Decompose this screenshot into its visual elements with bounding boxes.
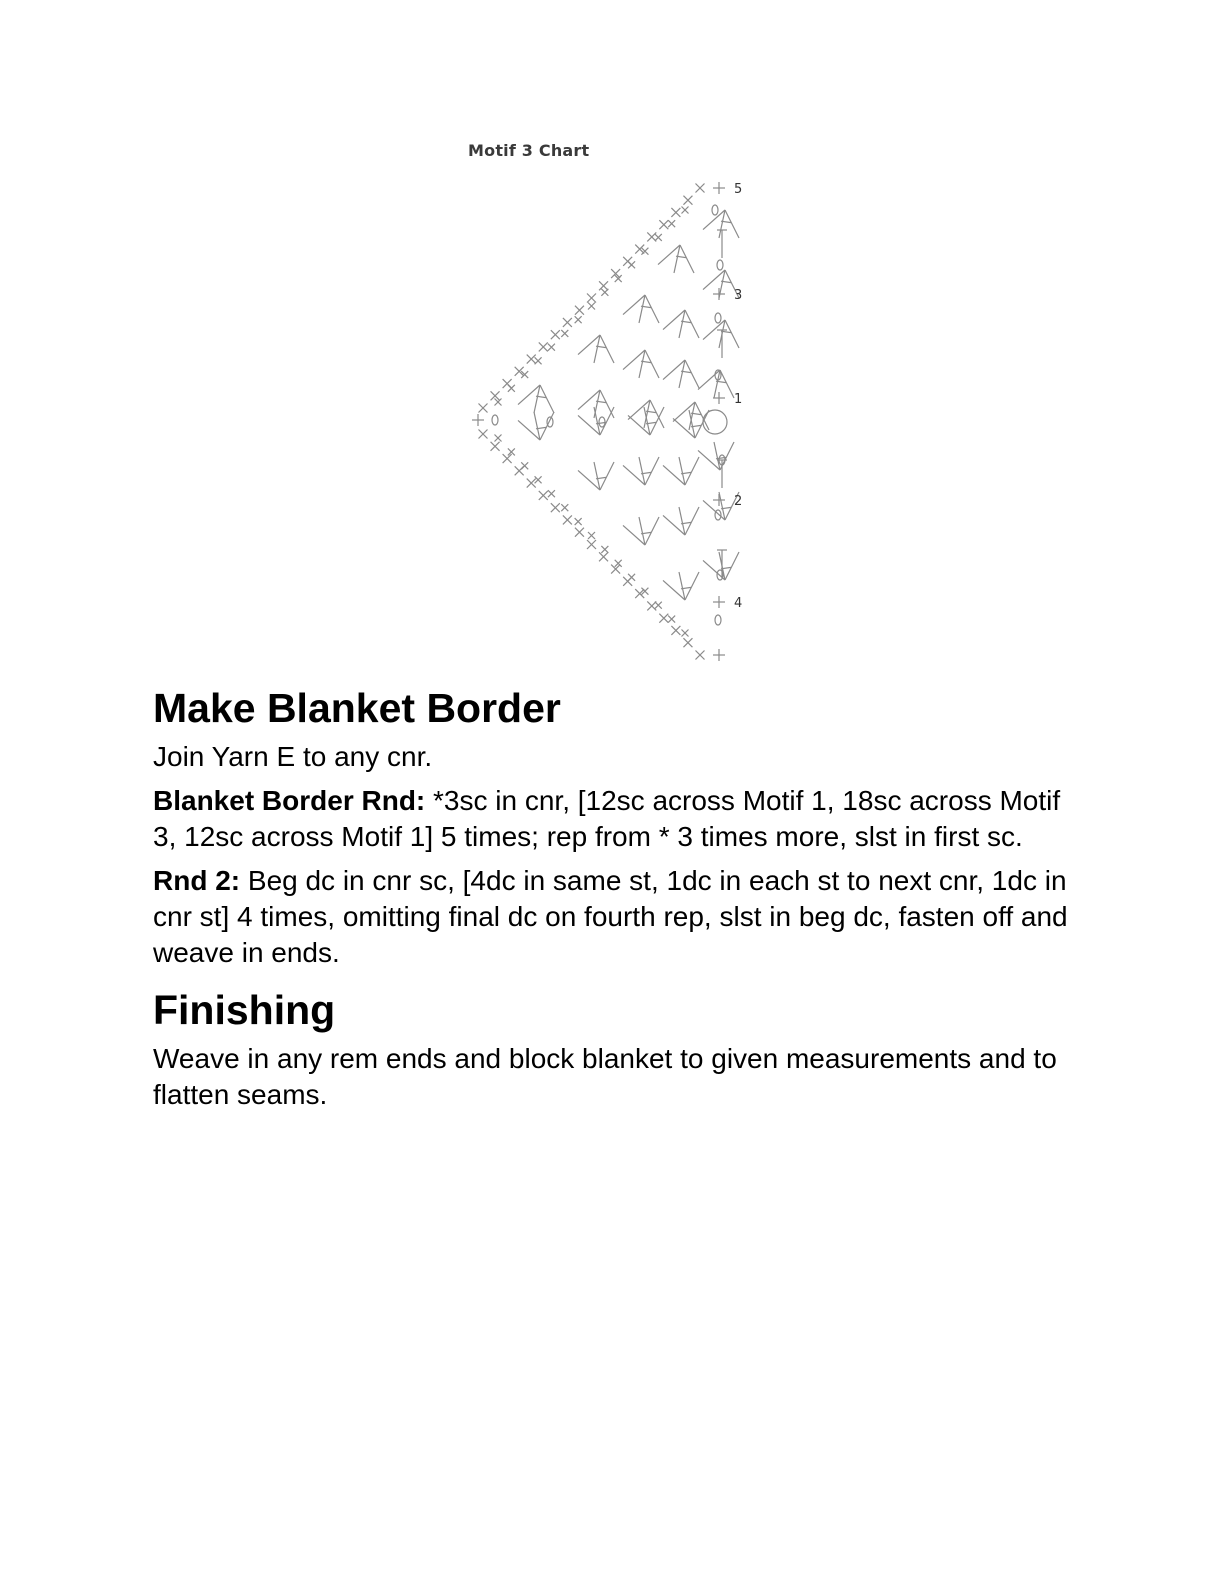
dc-cluster-symbol: [623, 350, 659, 378]
dc-cluster-symbol: [623, 517, 659, 545]
sc-stitch-symbol: [527, 479, 536, 488]
dc-cluster-symbol: [663, 310, 699, 338]
dc-cluster-symbol: [703, 552, 739, 580]
dc-cluster-symbol: [703, 320, 739, 348]
dc-cluster-symbol: [663, 457, 699, 485]
sc-stitch-symbol: [491, 442, 500, 451]
sc-stitch-symbol: [587, 540, 596, 549]
sc-stitch-symbol: [682, 207, 689, 214]
border-intro: Join Yarn E to any cnr.: [153, 741, 433, 772]
chain-symbol: [717, 260, 723, 270]
dc-cluster-symbol: [578, 462, 614, 490]
sc-stitch-symbol: [563, 515, 572, 524]
chain-symbol: [715, 313, 721, 323]
sc-stitch-symbol: [683, 196, 692, 205]
sc-stitch-symbol: [599, 552, 608, 561]
sc-stitch-symbol: [696, 184, 705, 193]
dc-cluster-symbol: [698, 442, 734, 470]
sc-stitch-symbol: [601, 546, 608, 553]
dc-cluster-symbol: [623, 457, 659, 485]
chart-title: Motif 3 Chart: [468, 141, 590, 160]
chain-symbol: [547, 417, 553, 427]
dc-cluster-symbol: [658, 245, 694, 273]
sc-stitch-symbol: [503, 454, 512, 463]
chart-row-label: 4: [734, 596, 743, 611]
plus-stitch-symbol: [472, 414, 484, 426]
crochet-chart: [460, 170, 760, 670]
plus-stitch-symbol: [713, 649, 725, 661]
spine-stitch-symbol: [717, 330, 727, 358]
sc-stitch-symbol: [479, 430, 488, 439]
chain-symbol: [599, 417, 605, 427]
sc-stitch-symbol: [599, 281, 608, 290]
dc-cluster-symbol: [698, 370, 734, 398]
dc-cluster-symbol: [518, 385, 554, 413]
plus-stitch-symbol: [713, 596, 725, 608]
magic-ring-symbol: [703, 410, 727, 434]
section-heading-finishing: Finishing: [153, 987, 336, 1033]
sc-stitch-symbol: [527, 355, 536, 364]
sc-stitch-symbol: [671, 208, 680, 217]
chart-row-label: 1: [734, 392, 743, 407]
dc-cluster-symbol: [703, 210, 739, 238]
sc-stitch-symbol: [671, 626, 680, 635]
pattern-content: [153, 683, 1073, 1121]
sc-stitch-symbol: [548, 490, 555, 497]
sc-stitch-symbol: [551, 503, 560, 512]
round-2-text: Beg dc in cnr sc, [4dc in same st, 1dc in each st to next cnr, 1dc in cnr st] 4 times, omitting final dc on fourth rep, slst in beg dc, fasten off and weave in ends.: [153, 865, 1068, 968]
sc-stitch-symbol: [508, 385, 515, 392]
sc-stitch-symbol: [561, 504, 568, 511]
dc-cluster-symbol: [623, 295, 659, 323]
sc-stitch-symbol: [628, 574, 635, 581]
sc-stitch-symbol: [655, 602, 662, 609]
sc-stitch-symbol: [696, 651, 705, 660]
chain-symbol: [492, 415, 498, 425]
spine-stitch-symbol: [717, 230, 727, 258]
sc-stitch-symbol: [647, 601, 656, 610]
sc-stitch-symbol: [535, 476, 542, 483]
sc-stitch-symbol: [535, 357, 542, 364]
sc-stitch-symbol: [587, 294, 596, 303]
sc-stitch-symbol: [655, 234, 662, 241]
sc-stitch-symbol: [575, 306, 584, 315]
round-2-label: Rnd 2:: [153, 865, 241, 896]
sc-stitch-symbol: [659, 220, 668, 229]
chart-row-label: 3: [734, 288, 743, 303]
dc-cluster-symbol: [578, 335, 614, 363]
sc-stitch-symbol: [495, 435, 502, 442]
sc-stitch-symbol: [659, 614, 668, 623]
sc-stitch-symbol: [683, 638, 692, 647]
sc-stitch-symbol: [575, 316, 582, 323]
sc-stitch-symbol: [539, 491, 548, 500]
plus-stitch-symbol: [713, 494, 725, 506]
sc-stitch-symbol: [575, 528, 584, 537]
sc-stitch-symbol: [668, 220, 675, 227]
sc-stitch-symbol: [588, 532, 595, 539]
sc-stitch-symbol: [563, 318, 572, 327]
sc-stitch-symbol: [539, 342, 548, 351]
section-heading-border: Make Blanket Border: [153, 685, 561, 731]
dc-cluster-symbol: [663, 360, 699, 388]
round-1-text: *3sc in cnr, [12sc across Motif 1, 18sc across Motif 3, 12sc across Motif 1] 5 times; rep from * 3 times more, slst in first sc.: [153, 785, 1061, 852]
sc-stitch-symbol: [551, 330, 560, 339]
sc-stitch-symbol: [588, 303, 595, 310]
plus-stitch-symbol: [713, 288, 725, 300]
sc-stitch-symbol: [548, 344, 555, 351]
sc-stitch-symbol: [479, 404, 488, 413]
dc-cluster-symbol: [663, 507, 699, 535]
sc-stitch-symbol: [601, 289, 608, 296]
finishing-text: Weave in any rem ends and block blanket to given measurements and to flatten seams.: [153, 1043, 1057, 1110]
sc-stitch-symbol: [682, 630, 689, 637]
sc-stitch-symbol: [561, 330, 568, 337]
chart-row-label: 2: [734, 494, 743, 509]
chain-symbol: [715, 615, 721, 625]
sc-stitch-symbol: [628, 261, 635, 268]
chain-symbol: [712, 205, 718, 215]
plus-stitch-symbol: [713, 182, 725, 194]
dc-cluster-symbol: [663, 572, 699, 600]
sc-stitch-symbol: [521, 462, 528, 469]
chart-row-label: 5: [734, 182, 743, 197]
border-round-1: [153, 783, 1073, 855]
sc-stitch-symbol: [575, 518, 582, 525]
border-round-2: [153, 863, 1073, 971]
sc-stitch-symbol: [668, 616, 675, 623]
round-1-label: Blanket Border Rnd:: [153, 785, 426, 816]
